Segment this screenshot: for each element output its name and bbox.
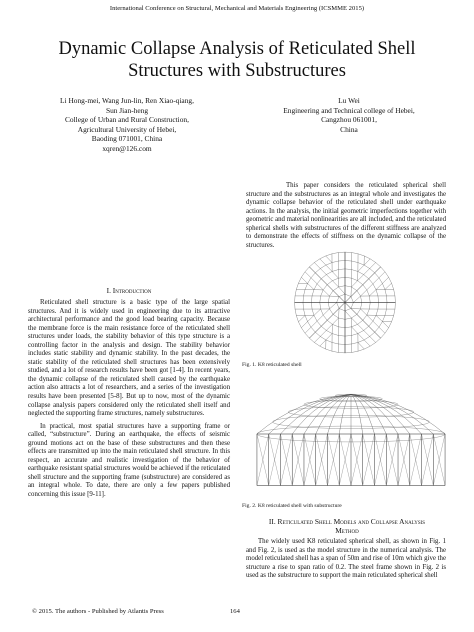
copyright: © 2015. The authors - Published by Atlantis Press: [32, 608, 164, 615]
conference-header: International Conference on Structural, Mechanical and Materials Engineering (ICSMME 2015): [109, 5, 365, 12]
abstract: [246, 182, 446, 250]
paragraph: Reticulated shell structure is a basic type of the large spatial structures. And it is widely used in engineering due to its attractive architectural performance and the good load bearing capacity. Because the membrane force is the main resistance force of the reticulated shell structures under loads, the stability behavior of this type structure is a controlling factor in the analysis and design. The stability behavior includes static stability and dynamic stability. In the past decades, the static stability of the reticulated shell structures has been extensively studied, and a lot of research results have been got [1-4]. In recent years, the dynamic collapse of the reticulated shell caused by the earthquake action also attracts a lot of researchers, and a series of the investigation results have been presented [5-8]. But up to now, most of the dynamic collapse analysis papers considered only the reticulated shell itself and neglected the supporting frame structures, namely substructures.: [28, 299, 230, 418]
author-affiliation-2: Agricultural University of Hebei,: [77, 124, 177, 134]
figure-1-caption: Fig. 1. K8 reticulated shell: [242, 362, 302, 368]
author-affiliation: College of Urban and Rural Construction,: [65, 115, 189, 125]
page-number: 164: [230, 608, 240, 615]
figure-1-k8-reticulated-shell: [280, 250, 410, 355]
paragraph: In practical, most spatial structures have a supporting frame or called, “substructure”. During an earthquake, the effects of seismic ground motions act on the base of these substructures and then these effects are transmitted up into the main reticulated shell structure. In this respect, an accurate and realistic investigation of the behavior of earthquake resistant spatial structures would be achieved if the reticulated shell structure and the supporting frame (substructure) are considered as an integral whole. To date, there are only a few papers published concerning this issue [9-11].: [28, 422, 231, 499]
left-column: [28, 286, 230, 500]
heading-line: II. Reticulated Shell Models and Collapse Analysis: [268, 517, 426, 526]
author-names-2: Sun Jian-heng: [105, 105, 149, 115]
author-names: Li Hong-mei, Wang Jun-lin, Ren Xiao-qiang,: [60, 96, 194, 105]
section2-body: [246, 538, 446, 581]
heading-line: Method: [335, 526, 359, 535]
paragraph: The widely used K8 reticulated spherical shell, as shown in Fig. 1 and Fig. 2, is used as the model structure in the numerical analysis. The model reticulated shell has a span of 50m and rise of 10m which give the structure a rise to span ratio of 0.2. The steel frame shown in Fig. 2 is used as the substructure to support the main reticulated spherical shell: [246, 538, 446, 580]
author-block-left: [22, 96, 232, 154]
introduction-body: [28, 299, 230, 500]
section-heading-introduction: I. Introduction: [106, 286, 152, 295]
abstract-text: This paper considers the reticulated spherical shell structure and the substructures as an integral whole and investigates the dynamic collapse behavior of the reticulated shell under earthquake actions. In the analysis, the initial geometric imperfections together with geometric and material nonlinearities are all included, and the reticulated spherical shells with substructures of the different stiffness are analyzed to demonstrate the effects of stiffness on the dynamic collapse of the structures.: [246, 182, 446, 249]
author-affiliation: Engineering and Technical college of Hebei,: [283, 105, 415, 115]
author-city: Baoding 071001, China: [91, 134, 163, 144]
figure-2-shell-with-substructure: [252, 373, 450, 495]
section-heading-models: [242, 517, 452, 535]
title-line-1: Dynamic Collapse Analysis of Reticulated Shell: [58, 39, 416, 59]
paper-title: [20, 38, 454, 82]
author-city: Cangzhou 061001,: [321, 115, 377, 125]
author-country: China: [340, 124, 358, 134]
author-block-right: [244, 96, 454, 134]
title-line-2: Structures with Substructures: [128, 61, 346, 81]
author-email: xqren@126.com: [102, 143, 152, 153]
author-name: Lu Wei: [338, 96, 360, 105]
figure-2-caption: Fig. 2. K8 reticulated shell with substructure: [242, 503, 342, 509]
